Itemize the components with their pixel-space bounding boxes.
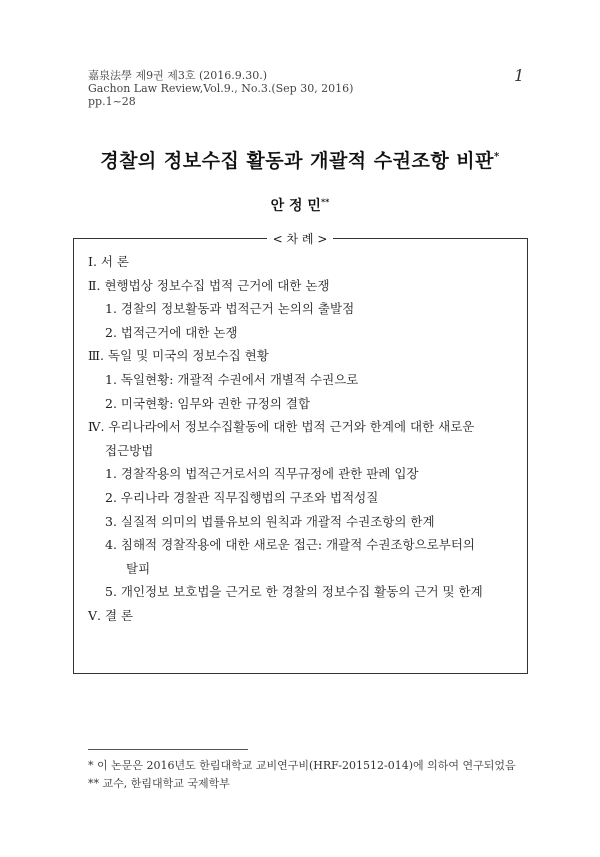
title-footnote-mark: * [494, 151, 500, 163]
footnote-funding: * 이 논문은 2016년도 한림대학교 교비연구비(HRF-201512-014)에 의하여 연구되었음 [88, 759, 516, 772]
toc-label-text: 차 례 [286, 232, 314, 246]
toc-subsection-4-2: 2. 우리나라 경찰관 직무집행법의 구조와 법적성질 [105, 489, 379, 505]
toc-subsection-2-2: 2. 법적근거에 대한 논쟁 [105, 324, 238, 340]
toc-section-2: Ⅱ. 현행법상 정보수집 법적 근거에 대한 논쟁 [88, 277, 330, 293]
toc-subsection-4-4: 4. 침해적 경찰작용에 대한 새로운 접근: 개괄적 수권조항으로부터의 [105, 537, 475, 553]
author-name: 안 정 민 [270, 198, 321, 214]
toc-section-5: Ⅴ. 결 론 [88, 607, 134, 623]
toc-subsection-3-1: 1. 독일현황: 개괄적 수권에서 개별적 수권으로 [105, 371, 359, 387]
footnote-divider [88, 749, 248, 750]
toc-subsection-4-5: 5. 개인정보 보호법을 근거로 한 경찰의 정보수집 활동의 근거 및 한계 [105, 584, 483, 600]
journal-header [88, 69, 353, 108]
toc-subsection-4-4-continued: 탈피 [126, 560, 151, 576]
toc-subsection-4-3: 3. 실질적 의미의 법률유보의 원칙과 개괄적 수권조항의 한계 [105, 513, 435, 529]
footnotes [88, 757, 516, 793]
toc-section-4: Ⅳ. 우리나라에서 정보수집활동에 대한 법적 근거와 한계에 대한 새로운 [88, 419, 475, 435]
toc-label [0, 230, 600, 247]
footnote-author-affiliation: ** 교수, 한림대학교 국제학부 [88, 777, 230, 790]
journal-title-english: Gachon Law Review,Vol.9., No.3.(Sep 30, 2016) [88, 82, 354, 95]
toc-section-3: Ⅲ. 독일 및 미국의 정보수집 현황 [88, 348, 269, 364]
toc-section-4-continued: 접근방법 [105, 442, 154, 458]
page-range: pp.1~28 [88, 95, 136, 108]
journal-title-korean: 嘉泉法學 제9권 제3호 (2016.9.30.) [88, 69, 268, 82]
author [0, 195, 600, 215]
toc-label-open: < [272, 232, 283, 246]
author-footnote-mark: ** [320, 196, 330, 207]
toc-list [88, 250, 518, 628]
page-number: 1 [514, 66, 525, 85]
paper-title [0, 146, 600, 173]
toc-section-1: Ⅰ. 서 론 [88, 254, 130, 269]
paper-title-text: 경찰의 정보수집 활동과 개괄적 수권조항 비판 [100, 150, 495, 172]
toc-subsection-4-1: 1. 경찰작용의 법적근거로서의 직무규정에 관한 판례 입장 [105, 466, 419, 482]
toc-subsection-3-2: 2. 미국현황: 임무와 권한 규정의 결합 [105, 395, 311, 411]
toc-subsection-2-1: 1. 경찰의 정보활동과 법적근거 논의의 출발점 [105, 301, 355, 317]
toc-label-close: > [317, 232, 328, 246]
